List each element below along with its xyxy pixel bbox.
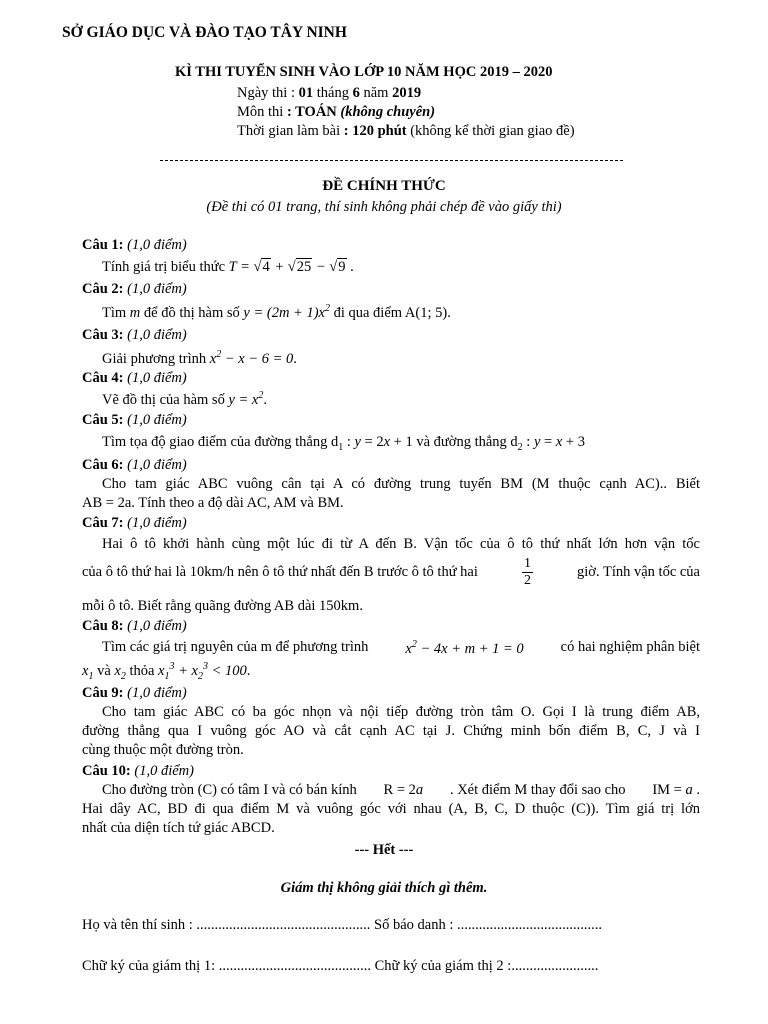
question-7-line-3: mỗi ô tô. Biết rằng quãng đường AB dài 150km. <box>82 598 363 614</box>
question-9-heading: Câu 9: (1,0 điểm) <box>82 685 187 701</box>
question-10-line-1: Cho đường tròn (C) có tâm I và có bán kính R = 2a . Xét điểm M thay đổi sao cho IM = a . <box>102 782 700 798</box>
question-7-heading: Câu 7: (1,0 điểm) <box>82 515 187 531</box>
question-2-heading: Câu 2: (1,0 điểm) <box>82 281 187 297</box>
candidate-name-field[interactable]: ................................................ <box>196 917 371 933</box>
header-divider <box>160 160 623 161</box>
question-3-heading: Câu 3: (1,0 điểm) <box>82 327 187 343</box>
question-6-line-1: Cho tam giác ABC vuông cân tại A có đường trung tuyến BM (M thuộc cạnh AC).. Biết <box>102 476 700 492</box>
question-10-line-3: nhất của diện tích tứ giác ABCD. <box>82 820 275 836</box>
question-4-heading: Câu 4: (1,0 điểm) <box>82 370 187 386</box>
candidate-id-field[interactable]: ........................................ <box>456 917 602 933</box>
question-9-line-3: cùng thuộc một đường tròn. <box>82 742 244 758</box>
question-6-line-2: AB = 2a. Tính theo a độ dài AC, AM và BM. <box>82 495 344 511</box>
question-3-body: Giải phương trình $x^2 - x - 6 = 0$. <box>102 349 297 367</box>
question-8-line-1: Tìm các giá trị nguyên của m để phương trình $x^2 - 4x + m + 1 = 0$ có hai nghiệm phân biệt <box>102 639 700 657</box>
candidate-info-line: Họ và tên thí sinh : ................................................ Số báo danh : ........................................ <box>82 917 602 933</box>
official-note: (Đề thi có 01 trang, thí sinh không phải chép đề vào giấy thi) <box>206 199 562 215</box>
question-10-heading: Câu 10: (1,0 điểm) <box>82 763 194 779</box>
end-marker: --- Hết --- <box>354 842 414 858</box>
question-1-heading: Câu 1: (1,0 điểm) <box>82 237 187 253</box>
exam-date: Ngày thi : 01 tháng 6 năm 2019 <box>237 85 422 101</box>
question-5-body: Tìm tọa độ giao điểm của đường thẳng $d_1$ : y = 2x + 1 và đường thẳng $d_2$ : y = x + 3 <box>102 434 585 453</box>
question-7-line-1: Hai ô tô khởi hành cùng một lúc đi từ A đến B. Vận tốc của ô tô thứ nhất lớn hơn vận tốc <box>102 536 700 552</box>
question-8-line-2: $x_1$ và $x_2$ thỏa $x_1^3 + x_2^3 < 100$. <box>82 661 251 682</box>
question-1-body: Tính giá trị biểu thức T = √4 + √25 − √9 . <box>102 259 354 275</box>
question-6-heading: Câu 6: (1,0 điểm) <box>82 457 187 473</box>
supervisor-2-signature-field[interactable]: ........................ <box>511 958 599 974</box>
exam-duration: Thời gian làm bài : 120 phút (không kể thời gian giao đề) <box>237 123 575 139</box>
official-title: ĐỀ CHÍNH THỨC <box>322 178 446 194</box>
supervisor-note: Giám thị không giải thích gì thêm. <box>280 880 488 896</box>
exam-subject: Môn thi : TOÁN (không chuyên) <box>237 104 436 120</box>
question-8-heading: Câu 8: (1,0 điểm) <box>82 618 187 634</box>
supervisor-1-signature-field[interactable]: .......................................... <box>218 958 371 974</box>
exam-title: KÌ THI TUYỂN SINH VÀO LỚP 10 NĂM HỌC 2019 – 2020 <box>175 64 553 80</box>
question-10-line-2: Hai dây AC, BD đi qua điểm M và vuông góc với nhau (A, B, C, D thuộc (C)). Tìm giá trị lớn <box>82 801 700 817</box>
fraction-one-half: $\frac{1}{2}$ <box>523 556 531 588</box>
question-5-heading: Câu 5: (1,0 điểm) <box>82 412 187 428</box>
question-4-body: Vẽ đồ thị của hàm số $y = x^2$. <box>102 390 267 408</box>
signature-line: Chữ ký của giám thị 1: .......................................... Chữ ký của giám thị 2 :........................ <box>82 958 599 974</box>
question-9-line-1: Cho tam giác ABC có ba góc nhọn và nội tiếp đường tròn tâm O. Gọi I là trung điểm AB, <box>102 704 700 720</box>
department-name: SỞ GIÁO DỤC VÀ ĐÀO TẠO TÂY NINH <box>62 24 347 41</box>
question-7-line-2: của ô tô thứ hai là 10km/h nên ô tô thứ nhất đến B trước ô tô thứ hai $\frac{1}{2}$ giờ. Tính vận tốc của <box>82 556 700 588</box>
question-9-line-2: đường thẳng qua I vuông góc AO và cắt cạnh AC tại J. Chứng minh bốn điểm B, C, J và I <box>82 723 700 739</box>
question-2-body: Tìm m để đồ thị hàm số $y = (2m + 1)x^2$ đi qua điểm A(1; 5). <box>102 303 451 321</box>
